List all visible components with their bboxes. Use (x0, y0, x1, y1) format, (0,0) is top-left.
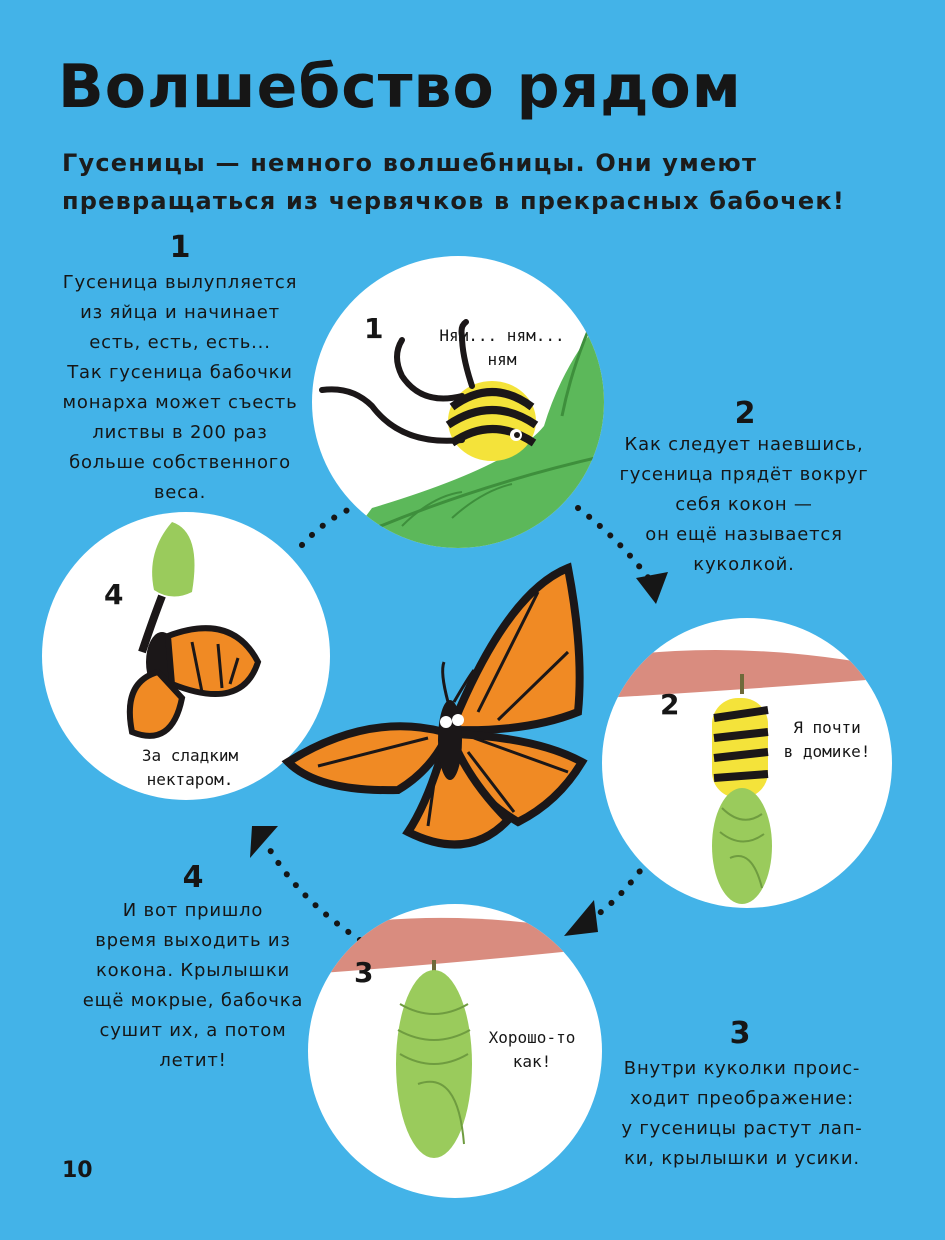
step-4-line: время выходить из (95, 930, 291, 951)
circle-1-number: 1 (364, 312, 384, 345)
step-2-line: он ещё называется (645, 524, 843, 545)
circle-pupating (602, 618, 892, 908)
step-3-line: у гусеницы растут лап- (621, 1118, 863, 1139)
step-4-line: кокона. Крылышки (96, 960, 290, 981)
caterpillar-illustration (312, 256, 604, 548)
circle-caterpillar (312, 256, 604, 548)
speech-bubble-line: в домике! (783, 742, 871, 761)
step-1-text (48, 268, 312, 508)
step-3-line: ходит преображение: (630, 1088, 854, 1109)
step-1-line: есть, есть, есть... (89, 332, 271, 353)
step-1-line: монарха может съесть (62, 392, 298, 413)
step-3-number: 3 (729, 1016, 751, 1051)
speech-bubble-2 (772, 716, 882, 764)
speech-bubble-line: ням (487, 350, 517, 369)
intro-line-1: Гусеницы — немного волшебницы. Они умеют (62, 149, 758, 177)
intro-line-2: превращаться из червячков в прекрасных бабочек! (62, 187, 846, 215)
page-title: Волшебство рядом (58, 52, 742, 122)
step-2-number: 2 (734, 396, 756, 431)
step-1-number: 1 (169, 230, 191, 265)
step-1-line: Так гусеница бабочки (67, 362, 293, 383)
page-number: 10 (62, 1158, 93, 1183)
step-4-number: 4 (182, 860, 204, 895)
step-1-line: веса. (153, 482, 207, 503)
step-4-line: И вот пришло (122, 900, 264, 921)
step-4-text (62, 896, 324, 1076)
step-4-line: сушит их, а потом (99, 1020, 287, 1041)
step-3-line: Внутри куколки проис- (623, 1058, 861, 1079)
step-3-text (604, 1054, 880, 1174)
circle-4-number: 4 (104, 578, 124, 611)
circle-3-number: 3 (354, 956, 374, 989)
arrowhead-3-4 (250, 826, 278, 858)
step-2-line: куколкой. (693, 554, 795, 575)
circle-2-number: 2 (660, 688, 680, 721)
step-2-text (612, 430, 876, 580)
step-1-line: листвы в 200 раз (92, 422, 268, 443)
speech-bubble-line: Я почти (793, 718, 861, 737)
speech-bubble-line: как! (512, 1052, 552, 1071)
step-1-line: больше собственного (69, 452, 291, 473)
speech-bubble-line: За сладким (141, 746, 239, 765)
step-4-line: ещё мокрые, бабочка (82, 990, 304, 1011)
step-2-line: гусеница прядёт вокруг (619, 464, 869, 485)
step-1-line: из яйца и начинает (80, 302, 280, 323)
speech-bubble-line: нектаром. (146, 770, 234, 789)
step-4-line: летит! (159, 1050, 227, 1071)
step-2-line: себя кокон — (675, 494, 813, 515)
step-2-line: Как следует наевшись, (624, 434, 864, 455)
speech-bubble-line: Ням... ням... (439, 326, 565, 345)
speech-bubble-4 (120, 744, 260, 792)
circle-chrysalis (308, 904, 602, 1198)
step-3-line: ки, крылышки и усики. (624, 1148, 860, 1169)
step-1-line: Гусеница вылупляется (62, 272, 298, 293)
speech-bubble-line: Хорошо-то (488, 1028, 576, 1047)
speech-bubble-1 (432, 324, 572, 372)
monarch-butterfly-illustration (278, 562, 598, 862)
speech-bubble-3 (472, 1026, 592, 1074)
